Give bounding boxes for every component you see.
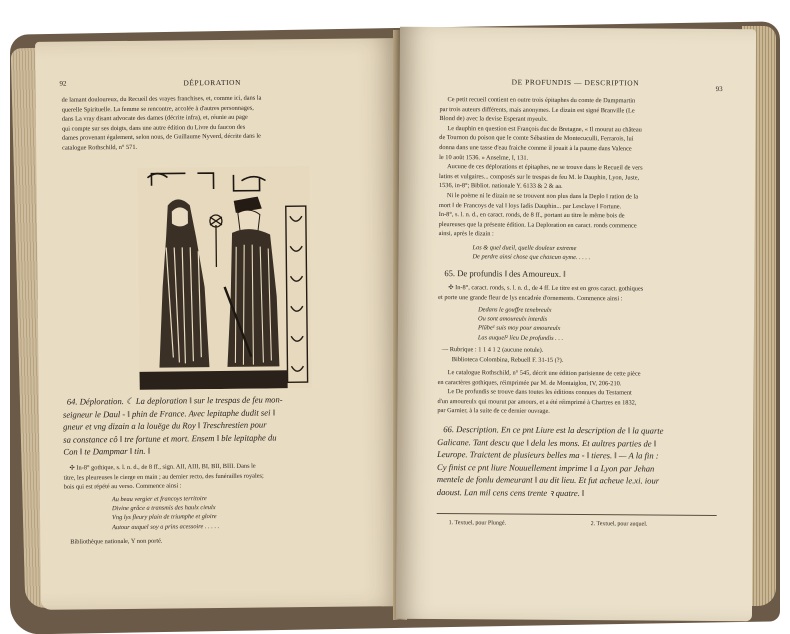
- catalogue-line: en caractères gothiques, réimprimée par M. de Montaiglon, IV, 206-210.: [437, 378, 622, 387]
- catalogue-line: Le De profundis se trouve dans toutes les éditions connues du Testament: [447, 388, 632, 397]
- right-text-line: In-8°, s. l. n. d., en caract. ronds, de 8 ff., portant au titre le même bois de: [438, 211, 625, 220]
- verse-line: Divine grâce a transmis des haulx cieulx: [111, 504, 216, 513]
- left-page: [35, 38, 403, 610]
- left-text-line: qui compte sur ses doigts, dans une autre édition du Livre du faucon des: [61, 123, 246, 133]
- colombina-note: Biblioteca Colombina, Rebuell F. 31-15 (?).: [451, 355, 564, 364]
- right-text-line: Aucune de ces déplorations et épitaphes, ne se trouve dans le Recueil de vers: [447, 163, 643, 172]
- left-text-line: catalogue Rothschild, n° 571.: [62, 143, 138, 152]
- right-text-line: latins et vulgaires... composés sur le trespas de feu M. le Dauphin, Lyon, Juste,: [439, 172, 640, 182]
- verse-line: Au beau vergier et francoys territoire: [111, 495, 207, 504]
- woodcut-illustration: [137, 166, 311, 390]
- catalogue-line: d'un amoureulx qui mourut par amours, et a été réimprimé à Chartres en 1832,: [437, 397, 637, 407]
- verse-line: Vng lys fleury plain de triumphe et gloire: [111, 513, 217, 522]
- right-text-line: le 10 août 1536. » Anselme, I, 131.: [439, 153, 529, 162]
- entry-64-line: Con ‖ te Dampmar ‖ tin. ‖: [63, 446, 151, 458]
- verse-line: Autour auquel soy a prins acessoire . . . . .: [112, 522, 220, 531]
- entry-66-line: Galicane. Tant descu que ‖ dela les mons. Et aultres parties de ‖: [437, 436, 657, 449]
- left-text-line: de lamant douloureux, du Recueil des vrayes franchises, et, comme ici, dans la: [61, 94, 262, 104]
- footnote-1: 1. Textuel, pour Plungé.: [448, 520, 507, 527]
- right-text-line: Blond de) avec la devise Esperant myeulx.: [439, 115, 548, 123]
- right-text-line: Ce petit recueil contient en outre trois épitaphes du comte de Dampmartin: [447, 96, 636, 105]
- right-text-line: Ni le poème ni le dizain ne se trouvent non plus dans la Deplo ‖ ration de la: [446, 192, 639, 201]
- right-running-head: DE PROFUNDIS — DESCRIPTION: [511, 77, 640, 88]
- left-page-number: 92: [59, 79, 67, 88]
- right-text-line: 1536, in-8°; Bibliot. nationale Y. 6133 & 2 & aa.: [438, 182, 563, 191]
- left-text-line: querelle Spirituelle. La femme se rencontre, accolée à d'autres personnages,: [61, 104, 254, 114]
- footnote-2: 2. Textuel, pour auquel.: [590, 521, 648, 528]
- verse-line: Ou sont amoureulx interdis: [478, 315, 548, 323]
- entry-64-line: 64. Déploration. ☾ La deploration ‖ sur le trespas de feu mon-: [66, 394, 283, 407]
- entry-66-line: mentele de fonlu demeurant ‖ au dit lieu. Et fut acheue le.xi. iour: [436, 474, 660, 486]
- verse-line: Las auquel² lieu De profundis . . .: [477, 333, 564, 342]
- right-text-line: de Tournon du poison que le comte Sébastien de Montecuculli, Ferrarois, lui: [439, 134, 634, 143]
- entry-65-desc: ✣ In-8°, caract. ronds, s. l. n. d., de 4 ff. Le titre est en gros caract. gothiques: [448, 284, 644, 293]
- entry-64-line: gneur et vng dizain a la louëge du Roy ‖ Treschrestien pour: [63, 419, 267, 432]
- left-text-line: dames provenant également, selon nous, de Guillaume Nyverd, décrite dans le: [62, 132, 261, 143]
- entry-65-desc: et porte une grande fleur de lys encadrée d'ornements. Commence ainsi :: [438, 293, 623, 302]
- entry-66-line: Cy finist ce pnt liure Nouuellement imprime ‖ a Lyon par Jehan: [436, 461, 655, 474]
- entry-64-line: sa constance cô ‖ tre fortune et mort. Ensem ‖ ble lepitaphe du: [63, 432, 277, 445]
- entry-66-line: daoust. Lan mil cens cens trente ꝛ quatre. ‖: [436, 487, 585, 499]
- entry-64-desc: ✣ In-8° gothique, s. l. n. d., de 8 ff., sign. AII, AIII, BI, BII, BIII. Dans le: [69, 462, 256, 472]
- verse-line: Las & quel dueil, quelle douleur extreme: [472, 244, 577, 253]
- rubrique-note: — Rubrique : 1 1 4 1 2 (aucune notule).: [441, 346, 544, 354]
- verse-line: De perdre ainsi chose que chascun ayme. . . . .: [472, 253, 591, 262]
- right-text-line: donna dans une tasse d'eau fraiche comme il jouait à la paume dans Valence: [439, 144, 632, 153]
- right-text-line: par trois auteurs différents, mais anonymes. Le dizain est signé Branville (Le: [439, 105, 635, 114]
- catalogue-line: Le catalogue Rothschild, n° 545, décrit une édition parisienne de cette pièce: [447, 369, 641, 378]
- right-text-line: Le dauphin en question est François duc de Bretagne, « Il mourut au château: [447, 124, 642, 134]
- verse-line: Plûbe¹ suis moy pour amoureulx: [477, 324, 561, 333]
- entry-65-title: 65. De profundis ‖ des Amoureux. ‖: [444, 268, 566, 279]
- footnote-rule: [437, 513, 717, 516]
- entry-64-line: seigneur le Daul - ‖ phin de France. Avec lepitaphe dudit sei ‖: [62, 407, 276, 420]
- entry-64-desc: bois qui est répété au verso. Commence ainsi :: [63, 482, 182, 491]
- left-text-line: dans La vray disant advocate des dames (décrite infra), et, réunie au page: [61, 113, 248, 123]
- right-text-line: ainsi, après le dizain :: [438, 230, 494, 238]
- entry-66-line: 66. Description. En ce pnt Liure est la description de ‖ la quarte: [443, 424, 664, 436]
- entry-64-desc: titre, les pleureuses le cierge en main ; au dernier recto, des funérailles royales;: [63, 472, 264, 482]
- verse-line: Dedans le gouffre tenebreulx: [478, 306, 552, 314]
- right-page: [396, 27, 756, 621]
- right-text-line: pleureuses que la présente édition. La Deploration en caract. ronds commence: [438, 220, 637, 230]
- right-page-number: 93: [715, 84, 723, 94]
- entry-66-line: Leurope. Traictent de plusieurs belles ma - ‖ tieres. ‖ — A la fin :: [437, 449, 659, 461]
- bibliography-note: Bibliothèque nationale, Y non porté.: [70, 537, 163, 546]
- left-running-head: DÉPLORATION: [183, 77, 242, 88]
- right-text-line: mort ‖ de Francoys de val ‖ loys Iadis Dauphin... par Lesclave ‖ Fortune.: [438, 201, 622, 210]
- catalogue-line: par Garnier, à la suite de ce dernier ouvrage.: [437, 407, 550, 416]
